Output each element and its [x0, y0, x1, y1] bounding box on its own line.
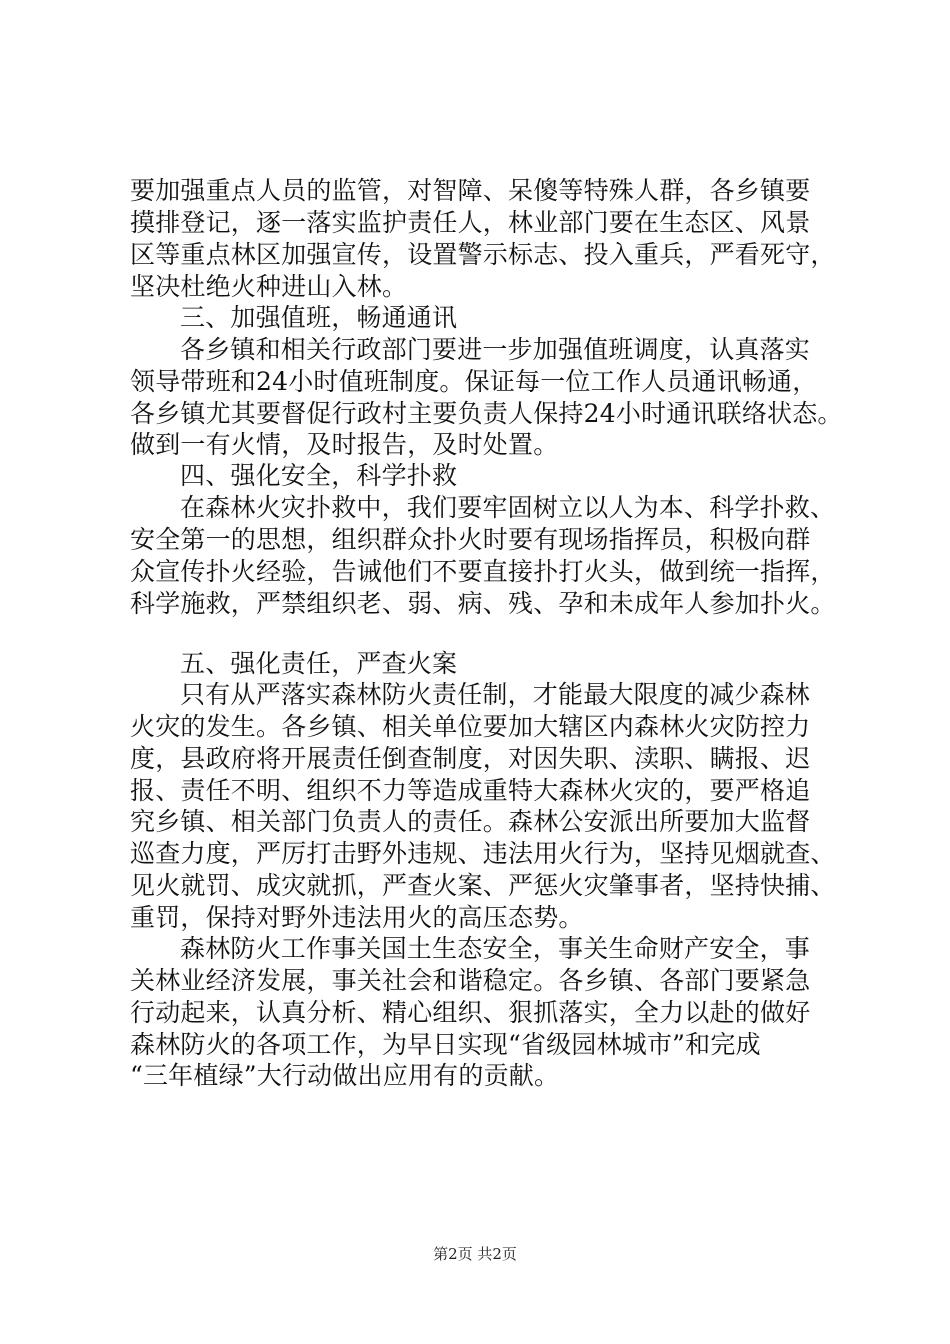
body-text-line: 做到一有火情，及时报告，及时处置。 — [130, 430, 559, 459]
body-text-line: 领导带班和24小时值班制度。保证每一位工作人员通讯畅通， — [130, 367, 818, 396]
body-text-line: 坚决杜绝火种进山入林。 — [130, 272, 408, 301]
body-text-line: 森林防火的各项工作，为早日实现“省级园林城市”和完成 — [130, 1030, 761, 1059]
body-text-line: 究乡镇、相关部门负责人的责任。森林公安派出所要加大监督 — [130, 807, 811, 836]
body-text-line: 安全第一的思想，组织群众扑火时要有现场指挥员，积极向群 — [130, 525, 811, 554]
body-text-line: 各乡镇尤其要督促行政村主要负责人保持24小时通讯联络状态。 — [130, 399, 843, 428]
body-text-line: 科学施救，严禁组织老、弱、病、残、孕和未成年人参加扑火。 — [130, 589, 836, 618]
body-text-line: 行动起来，认真分析、精心组织、狠抓落实，全力以赴的做好 — [130, 998, 811, 1027]
body-text-line: 区等重点林区加强宣传，设置警示标志、投入重兵，严看死守， — [130, 240, 836, 269]
body-text-line: 森林防火工作事关国土生态安全，事关生命财产安全，事 — [180, 934, 811, 963]
body-text-line: 要加强重点人员的监管，对智障、呆傻等特殊人群，各乡镇要 — [130, 176, 811, 205]
body-text-line: 度，县政府将开展责任倒查制度，对因失职、渎职、瞒报、迟 — [130, 744, 811, 773]
body-text-line: 火灾的发生。各乡镇、相关单位要加大辖区内森林火灾防控力 — [130, 712, 811, 741]
page-number-footer: 第2页 共2页 — [433, 1245, 517, 1263]
body-text-line: 见火就罚、成灾就抓，严查火案、严惩火灾肇事者，坚持快捕、 — [130, 871, 836, 900]
body-text-line: 报、责任不明、组织不力等造成重特大森林火灾的，要严格追 — [130, 776, 811, 805]
body-text-line: 巡查力度，严厉打击野外违规、违法用火行为，坚持见烟就查、 — [130, 839, 836, 868]
section-heading: 五、强化责任，严查火案 — [180, 649, 458, 678]
body-text-line: 众宣传扑火经验，告诫他们不要直接扑打火头，做到统一指挥， — [130, 557, 836, 586]
section-heading: 四、强化安全，科学扑救 — [180, 461, 458, 490]
body-text-line: 关林业经济发展，事关社会和谐稳定。各乡镇、各部门要紧急 — [130, 966, 811, 995]
body-text-line: 只有从严落实森林防火责任制，才能最大限度的减少森林 — [180, 680, 811, 709]
body-text-line: “三年植绿”大行动做出应用有的贡献。 — [130, 1061, 560, 1090]
body-text-line: 各乡镇和相关行政部门要进一步加强值班调度，认真落实 — [180, 335, 811, 364]
body-text-line: 在森林火灾扑救中，我们要牢固树立以人为本、科学扑救、 — [180, 493, 836, 522]
section-heading: 三、加强值班，畅通通讯 — [180, 303, 458, 332]
body-text-line: 摸排登记，逐一落实监护责任人，林业部门要在生态区、风景 — [130, 208, 811, 237]
body-text-line: 重罚，保持对野外违法用火的高压态势。 — [130, 903, 584, 932]
